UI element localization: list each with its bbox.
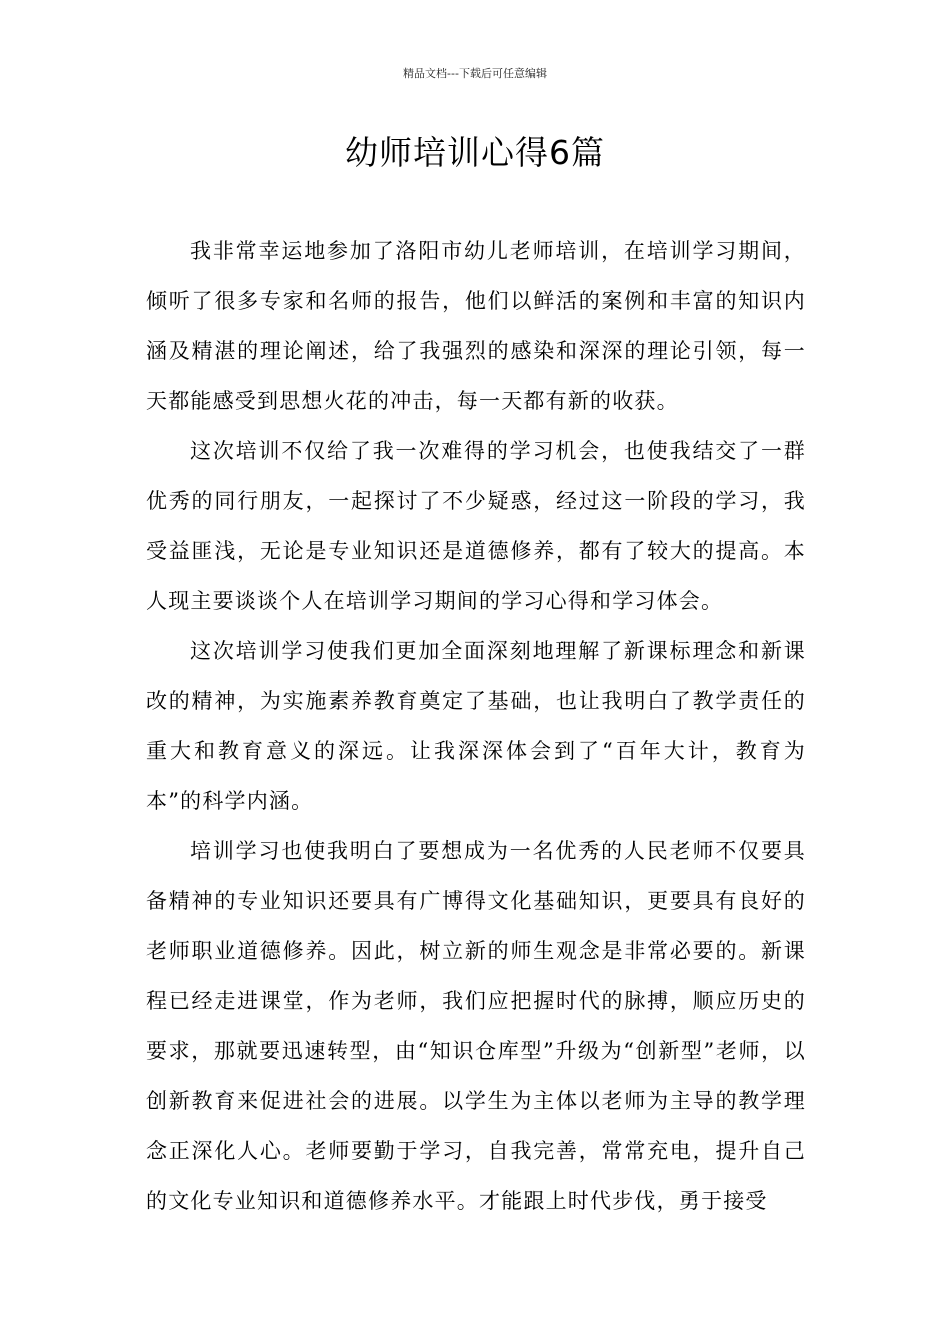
paragraph-1: 我非常幸运地参加了洛阳市幼儿老师培训，在培训学习期间，倾听了很多专家和名师的报告，他们以鲜活的案例和丰富的知识内涵及精湛的理论阐述，给了我强烈的感染和深深的理论引领，每一天都能感受到思想火花的冲击，每一天都有新的收获。 <box>146 239 806 413</box>
paragraph-4: 培训学习也使我明白了要想成为一名优秀的人民老师不仅要具备精神的专业知识还要具有广博得文化基础知识，更要具有良好的老师职业道德修养。因此，树立新的师生观念是非常必要的。新课程已经走进课堂，作为老师，我们应把握时代的脉搏，顺应历史的要求，那就要迅速转型，由“知识仓库型”升级为“创新型”老师，以创新教育来促进社会的进展。以学生为主体以老师为主导的教学理念正深化人心。老师要勤于学习，自我完善，常常充电，提升自己的文化专业知识和道德修养水平。才能跟上时代步伐，勇于接受 <box>146 839 806 1213</box>
paragraph-2: 这次培训不仅给了我一次难得的学习机会，也使我结交了一群优秀的同行朋友，一起探讨了不少疑惑，经过这一阶段的学习，我受益匪浅，无论是专业知识还是道德修养，都有了较大的提高。本人现主要谈谈个人在培训学习期间的学习心得和学习体会。 <box>146 439 806 613</box>
paragraph-3: 这次培训学习使我们更加全面深刻地理解了新课标理念和新课改的精神，为实施素养教育奠定了基础，也让我明白了教学责任的重大和教育意义的深远。让我深深体会到了“百年大计，教育为本”的科学内涵。 <box>146 639 806 813</box>
header-note: 精品文档---下载后可任意编辑 <box>403 67 547 80</box>
document-title: 幼师培训心得6篇 <box>345 133 605 172</box>
document-body <box>146 226 806 1226</box>
